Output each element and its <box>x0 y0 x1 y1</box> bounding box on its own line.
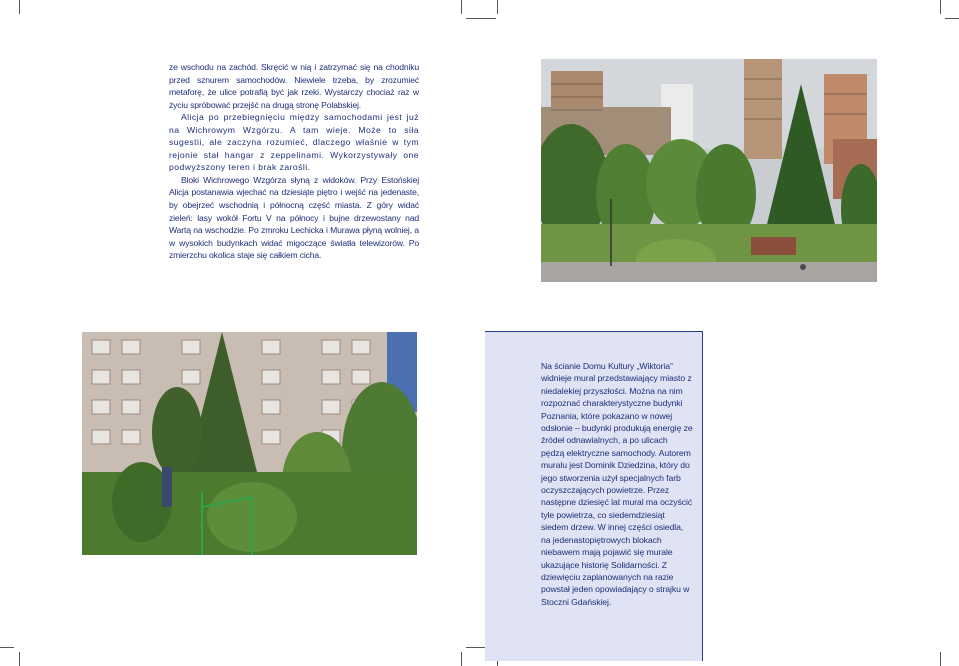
crop-mark <box>940 0 941 14</box>
crop-mark <box>19 0 20 14</box>
crop-mark <box>945 18 959 19</box>
crop-mark <box>497 0 498 14</box>
crop-mark <box>19 652 20 666</box>
paragraph-1: ze wschodu na zachód. Skręcić w nią i zatrzymać się na chodniku przed sznurem samochodów. Niewiele trzeba, by zrozumieć metaforę, że ulice potrafią być jak rzeki. Wystarczy chociaż raz w życiu spróbować przejść na drugą stronę Polabskiej. <box>169 62 419 110</box>
crop-mark <box>461 0 462 14</box>
mural-info-box <box>485 331 703 661</box>
crop-mark <box>940 652 941 666</box>
paragraph-2: Alicja po przebiegnięciu między samochodami jest już na Wichrowym Wzgórzu. A tam wieje. Może to siła sugestii, ale zaczyna rozumieć, dlaczego właśnie w tym rejonie stał hangar z zeppelinami. Wykorzystywały one podwyższony teren i brak zarośli. <box>169 112 419 173</box>
crop-mark <box>461 652 462 666</box>
crop-mark <box>466 18 496 19</box>
mural-info-text: Na ścianie Domu Kultury „Wiktoria” widnieje mural przedstawiający miasto z niedalekiej przyszłości. Można na nim rozpoznać charakterystyczne budynki Poznania, które pokazano w nowej odsłonie – budynki produkują energię ze źródeł odnawialnych, a po ulicach pędzą elektryczne samochody. Autorem muralu jest Dominik Dziedzina, który do jego stworzenia użył specjalnych farb oczyszczających powietrze. Przez następne dziesięć lat mural ma oczyścić tyle powietrza, co siedemdziesiąt siedem drzew. W innej części osiedla, na jedenastopiętrowych blokach niebawem mają pojawić się murale ukazujące historię Solidarności. Z dziewięciu zaplanowanych na razie powstał jeden opowiadający o strajku w Stoczni Gdańskiej. <box>541 361 693 607</box>
housing-estate-park-photo <box>541 59 877 282</box>
paragraph-3: Bloki Wichrowego Wzgórza słyną z widoków. Przy Estońskiej Alicja postanawia wjechać na dziesiąte piętro i wejść na jedenaste, by obejrzeć wschodnią i północną część miasta. Z góry widać zieleń: lasy wokół Fortu V na północy i bujne drzewostany nad Wartą na wschodzie. Po zmroku Lechicka i Murawa płyną wolniej, a w wysokich budynkach widać migoczące światła telewizorów. Po zmierzchu okolica staje się całkiem cicha. <box>169 174 419 261</box>
crop-mark <box>0 647 14 648</box>
body-text-column <box>169 61 419 262</box>
apartment-block-garden-photo <box>82 332 417 555</box>
